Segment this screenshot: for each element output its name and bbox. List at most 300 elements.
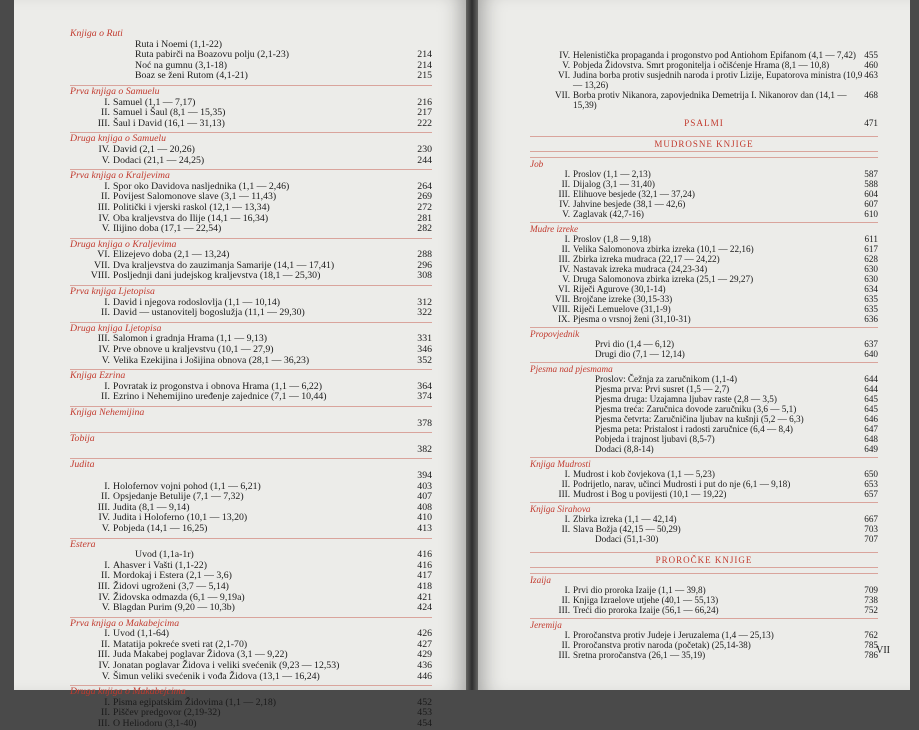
toc-entry — [70, 392, 432, 403]
entry-page: 322 — [417, 307, 432, 319]
entry-title: Pjesma o vrsnoj ženi (31,10-31) — [573, 314, 691, 324]
section-heading: Jeremija — [530, 618, 878, 630]
entry-number: I. — [104, 180, 110, 192]
entry-title: Oba kraljevstva do Ilije (14,1 — 16,34) — [113, 212, 269, 224]
entry-page: 288 — [417, 249, 432, 261]
entry-title: Pjesma treća: Zaručnica dovode zaručniku (3,6 — 5,1) — [595, 404, 797, 414]
entry-page: 604 — [864, 189, 878, 199]
toc-entry — [70, 524, 432, 535]
entry-title — [113, 418, 135, 429]
entry-number: II. — [101, 638, 110, 650]
toc-entry — [530, 605, 878, 615]
entry-title: Ruta i Noemi (1,1-22) — [135, 38, 223, 50]
section-heading: Knjiga Mudrosti — [530, 457, 878, 469]
entry-number: III. — [558, 254, 570, 264]
entry-number: V. — [562, 274, 570, 284]
entry-title: Jahvine besjede (38,1 — 42,6) — [573, 199, 686, 209]
entry-title: Pjesma druga: Uzajamna ljubav raste (2,8 — 3,5) — [595, 394, 777, 404]
toc-entry — [530, 179, 878, 189]
entry-number: I. — [104, 628, 110, 640]
entry-page: 346 — [417, 344, 432, 356]
entry-title: Ezrino i Nehemijino uređenje zajednice (7,1 — 10,44) — [113, 391, 327, 403]
page-number: VII — [876, 645, 890, 656]
toc-entry — [530, 534, 878, 544]
entry-page: 296 — [417, 259, 432, 271]
entry-number: IV. — [559, 264, 570, 274]
entry-number: V. — [562, 60, 570, 70]
entry-title: David i njegova rodoslovlja (1,1 — 10,14) — [113, 296, 281, 308]
entry-number: III. — [97, 580, 110, 592]
toc-entry — [530, 585, 878, 595]
entry-page: 352 — [417, 354, 432, 366]
toc-entry — [530, 384, 878, 394]
entry-number: I. — [564, 234, 570, 244]
section-heading: Prva knjiga Ljetopisa — [70, 285, 432, 298]
entry-title: Pobjeda (14,1 — 16,25) — [113, 522, 208, 534]
entry-page: 216 — [417, 96, 432, 108]
toc-entry — [530, 404, 878, 414]
entry-number: VII. — [554, 90, 570, 100]
entry-title: Pjesma peta: Pristalost i radosti zaručnice (6,4 — 8,4) — [595, 424, 793, 434]
entry-page: 468 — [864, 90, 878, 100]
entry-number: II. — [561, 179, 570, 189]
entry-page: 264 — [417, 180, 432, 192]
entry-number: I. — [104, 380, 110, 392]
toc-entry — [530, 434, 878, 444]
toc-entry — [530, 70, 878, 90]
part-heading: MUDROSNE KNJIGE — [530, 136, 878, 152]
entry-title: Jonatan poglavar Židova i veliki svećenik (9,23 — 12,53) — [113, 660, 340, 672]
toc-entry — [70, 445, 432, 456]
entry-title: Zbirka izreka mudraca (22,17 — 24,22) — [573, 254, 720, 264]
toc-entry — [530, 90, 878, 110]
entry-number: I. — [564, 169, 570, 179]
entry-title — [113, 444, 135, 455]
toc-entry — [70, 719, 432, 730]
entry-title: Šaul i David (16,1 — 31,13) — [113, 117, 225, 129]
entry-number: IV. — [98, 591, 110, 603]
entry-page: 635 — [864, 304, 878, 314]
entry-number: IV. — [98, 143, 110, 155]
entry-title: Posljednji dani judejskog kraljevstva (18,1 — 25,30) — [113, 270, 321, 282]
entry-page: 454 — [417, 718, 432, 730]
toc-entry — [70, 603, 432, 614]
entry-page: 269 — [417, 191, 432, 203]
entry-page: 707 — [864, 534, 878, 544]
entry-title: Dodaci (8,8-14) — [595, 444, 654, 454]
entry-title: Prve obnove u kraljevstvu (10,1 — 27,9) — [113, 344, 274, 356]
toc-entry — [530, 524, 878, 534]
toc-entry — [70, 224, 432, 235]
toc-entry — [530, 374, 878, 384]
entry-title: Povijest Salomonove slave (3,1 — 11,43) — [113, 191, 277, 203]
entry-title: Boaz se ženi Rutom (4,1-21) — [135, 70, 248, 82]
entry-number: III. — [558, 189, 570, 199]
entry-title: Borba protiv Nikanora, zapovjednika Demetrija I. Nikanorov dan (14,1 — 15,39) — [573, 90, 847, 110]
entry-title: Nastavak izreka mudraca (24,23-34) — [573, 264, 708, 274]
entry-number: I. — [104, 559, 110, 571]
right-page — [478, 0, 910, 690]
entry-title: Pisma egipatskim Židovima (1,1 — 2,18) — [113, 696, 276, 708]
entry-number: IV. — [98, 344, 110, 356]
entry-title: Noć na gumnu (3,1-18) — [135, 59, 227, 71]
section-heading: Prva knjiga o Samuelu — [70, 85, 432, 98]
entry-number: II. — [101, 191, 110, 203]
section-heading: Knjiga Sirahova — [530, 502, 878, 514]
entry-title: Uvod (1,1-64) — [113, 628, 170, 640]
entry-page: 610 — [864, 209, 878, 219]
entry-title: Riječi Lemuelove (31,1-9) — [573, 304, 671, 314]
toc-entry — [530, 514, 878, 524]
entry-page: 645 — [864, 404, 878, 414]
toc-entry — [530, 264, 878, 274]
entry-title: Proročanstva protiv naroda (početak) (25,14-38) — [573, 640, 751, 650]
entry-title: Drugi dio (7,1 — 12,14) — [595, 349, 685, 359]
toc-entry — [530, 304, 878, 314]
entry-title: Židovska odmazda (6,1 — 9,19a) — [113, 591, 245, 603]
entry-page: 408 — [417, 501, 432, 513]
entry-page: 427 — [417, 638, 432, 650]
entry-title: Blagdan Purim (9,20 — 10,3b) — [113, 602, 235, 614]
entry-number: II. — [561, 524, 570, 534]
toc-entry — [530, 169, 878, 179]
entry-number: II. — [101, 391, 110, 403]
entry-number: VI. — [97, 249, 110, 261]
entry-page: 640 — [864, 349, 878, 359]
entry-number: II. — [101, 707, 110, 719]
entry-number: VIII. — [90, 270, 110, 282]
entry-page: 308 — [417, 270, 432, 282]
entry-title: David — ustanovitelj bogoslužja (11,1 — 29,30) — [113, 307, 305, 319]
psalmi-page: 471 — [864, 118, 878, 128]
entry-title: Spor oko Davidova nasljednika (1,1 — 2,46) — [113, 180, 290, 192]
entry-title — [113, 470, 135, 481]
section-heading: Mudre izreke — [530, 222, 878, 234]
toc-entry — [530, 339, 878, 349]
entry-title: Piščev predgovor (2,19-32) — [113, 707, 221, 719]
toc-entry — [70, 271, 432, 282]
entry-page: 214 — [417, 59, 432, 71]
entry-title: Proslov (1,8 — 9,18) — [573, 234, 651, 244]
entry-title: Elizejevo doba (2,1 — 13,24) — [113, 249, 230, 261]
entry-number: II. — [561, 595, 570, 605]
toc-entry — [70, 308, 432, 319]
entry-page: 460 — [864, 60, 878, 70]
entry-number: II. — [561, 244, 570, 254]
entry-page: 222 — [417, 117, 432, 129]
entry-page: 214 — [417, 49, 432, 61]
toc-entry — [70, 71, 432, 82]
entry-number: II. — [561, 640, 570, 650]
toc-entry — [530, 424, 878, 434]
section-heading: Judita — [70, 458, 432, 471]
toc-entry — [70, 419, 432, 430]
part-heading: PROROČKE KNJIGE — [530, 552, 878, 568]
entry-page: 463 — [864, 70, 878, 80]
section-heading: Prva knjiga o Kraljevima — [70, 169, 432, 182]
entry-page: 312 — [417, 296, 432, 308]
entry-title: Mudrost i Bog u povijesti (10,1 — 19,22) — [573, 489, 727, 499]
entry-title: Opsjedanje Betulije (7,1 — 7,32) — [113, 491, 244, 503]
entry-page: 648 — [864, 434, 878, 444]
entry-title: Dijalog (3,1 — 31,40) — [573, 179, 655, 189]
entry-title: Helenistička propaganda i progonstvo pod Antiohom Epifanom (4,1 — 7,42) — [573, 50, 856, 60]
toc-entry — [70, 119, 432, 130]
entry-number: V. — [101, 223, 110, 235]
entry-title: Slava Božja (42,15 — 50,29) — [573, 524, 681, 534]
entry-page: 587 — [864, 169, 878, 179]
entry-number: II. — [101, 491, 110, 503]
section-heading: Druga knjiga o Makabejcima — [70, 685, 432, 698]
section-heading: Druga knjiga o Samuelu — [70, 132, 432, 145]
toc-entry — [530, 234, 878, 244]
entry-page: 410 — [417, 512, 432, 524]
entry-title: Dodaci (51,1-30) — [595, 534, 659, 544]
toc-entry — [530, 489, 878, 499]
entry-title: Samuel (1,1 — 7,17) — [113, 96, 196, 108]
entry-page: 738 — [864, 595, 878, 605]
entry-page: 637 — [864, 339, 878, 349]
section-heading: Druga knjiga Ljetopisa — [70, 322, 432, 335]
entry-title: Treći dio proroka Izaije (56,1 — 66,24) — [573, 605, 719, 615]
entry-page: 453 — [417, 707, 432, 719]
entry-page: 417 — [417, 570, 432, 582]
entry-title: Ilijino doba (17,1 — 22,54) — [113, 223, 222, 235]
entry-title: Salomon i gradnja Hrama (1,1 — 9,13) — [113, 333, 267, 345]
entry-title: Ruta pabirči na Boazovu polju (2,1-23) — [135, 49, 289, 61]
entry-page: 272 — [417, 201, 432, 213]
entry-page: 635 — [864, 294, 878, 304]
entry-page: 215 — [417, 70, 432, 82]
section-heading: Tobija — [70, 432, 432, 445]
toc-entry — [530, 284, 878, 294]
entry-title: Holofernov vojni pohod (1,1 — 6,21) — [113, 480, 261, 492]
entry-page: 588 — [864, 179, 878, 189]
entry-page: 446 — [417, 670, 432, 682]
entry-page: 429 — [417, 649, 432, 661]
entry-page: 649 — [864, 444, 878, 454]
section-heading: Prva knjiga o Makabejcima — [70, 617, 432, 630]
entry-title: Velika Salomonova zbirka izreka (10,1 — 22,16) — [573, 244, 754, 254]
entry-number: IV. — [559, 50, 570, 60]
entry-page: 607 — [864, 199, 878, 209]
entry-page: 611 — [864, 234, 878, 244]
entry-title: Povratak iz progonstva i obnova Hrama (1,1 — 6,22) — [113, 380, 322, 392]
entry-title: Dva kraljevstva do zauzimanja Samarije (14,1 — 17,41) — [113, 259, 335, 271]
toc-entry — [530, 254, 878, 264]
toc-entry — [530, 274, 878, 284]
section-heading: Izaija — [530, 573, 878, 585]
entry-number: I. — [564, 514, 570, 524]
entry-title: Ahasver i Vašti (1,1-22) — [113, 559, 207, 571]
entry-page: 617 — [864, 244, 878, 254]
entry-number: V. — [101, 154, 110, 166]
left-toc — [70, 28, 432, 730]
entry-page: 281 — [417, 212, 432, 224]
entry-page: 644 — [864, 384, 878, 394]
entry-page: 382 — [417, 443, 432, 455]
entry-page: 762 — [864, 630, 878, 640]
entry-title: Prvi dio (1,4 — 6,12) — [595, 339, 675, 349]
section-heading: Pjesma nad pjesmama — [530, 362, 878, 374]
entry-page: 752 — [864, 605, 878, 615]
entry-number: I. — [564, 630, 570, 640]
toc-entry — [530, 209, 878, 219]
toc-entry — [530, 349, 878, 359]
entry-page: 424 — [417, 602, 432, 614]
toc-entry — [530, 394, 878, 404]
toc-entry — [530, 469, 878, 479]
entry-title: Uvod (1,1a-1r) — [135, 549, 194, 561]
entry-title: Zbirka izreka (1,1 — 42,14) — [573, 514, 677, 524]
toc-entry — [530, 50, 878, 60]
entry-title: David (2,1 — 20,26) — [113, 143, 195, 155]
entry-title: Velika Ezekijina i Jošijina obnova (28,1 — 36,23) — [113, 354, 310, 366]
entry-page: 413 — [417, 522, 432, 534]
entry-page: 709 — [864, 585, 878, 595]
toc-entry — [530, 189, 878, 199]
entry-title: Pjesma prva: Prvi susret (1,5 — 2,7) — [595, 384, 730, 394]
entry-number: V. — [562, 209, 570, 219]
entry-number: VII. — [93, 259, 110, 271]
entry-title: Judina borba protiv susjednih naroda i protiv Lizije, Eupatorova ministra (10,9 — 13,26) — [573, 70, 863, 90]
entry-number: VI. — [558, 70, 570, 80]
entry-page: 646 — [864, 414, 878, 424]
entry-title: Proročanstva protiv Judeje i Jeruzalema (1,4 — 25,13) — [573, 630, 774, 640]
left-page — [14, 0, 466, 730]
entry-number: I. — [104, 696, 110, 708]
toc-entry — [530, 595, 878, 605]
entry-number: III. — [97, 333, 110, 345]
entry-title: Brojčane izreke (30,15-33) — [573, 294, 673, 304]
entry-page: 650 — [864, 469, 878, 479]
entry-number: II. — [101, 570, 110, 582]
entry-page: 667 — [864, 514, 878, 524]
toc-entry — [70, 156, 432, 167]
entry-page: 703 — [864, 524, 878, 534]
entry-title: Riječi Agurove (30,1-14) — [573, 284, 666, 294]
entry-number: I. — [564, 469, 570, 479]
toc-entry — [530, 630, 878, 640]
entry-title: Druga Salomonova zbirka izreka (25,1 — 29,27) — [573, 274, 754, 284]
entry-title: Mordokaj i Estera (2,1 — 3,6) — [113, 570, 232, 582]
entry-number: V. — [101, 522, 110, 534]
entry-number: VI. — [558, 284, 570, 294]
entry-page: 657 — [864, 489, 878, 499]
entry-number: II. — [101, 107, 110, 119]
section-heading: Estera — [70, 538, 432, 551]
entry-number: II. — [101, 307, 110, 319]
entry-number: I. — [564, 585, 570, 595]
entry-number: III. — [97, 501, 110, 513]
entry-title: O Heliodoru (3,1-40) — [113, 718, 197, 730]
entry-number: IV. — [559, 199, 570, 209]
entry-page: 394 — [417, 469, 432, 481]
entry-title: Proslov (1,1 — 2,13) — [573, 169, 651, 179]
entry-number: III. — [558, 489, 570, 499]
entry-number: V. — [101, 670, 110, 682]
entry-page: 786 — [864, 650, 878, 660]
entry-page: 407 — [417, 491, 432, 503]
entry-page: 378 — [417, 417, 432, 429]
toc-entry — [530, 479, 878, 489]
entry-number: III. — [97, 201, 110, 213]
entry-page: 418 — [417, 580, 432, 592]
entry-page: 634 — [864, 284, 878, 294]
section-heading: Druga knjiga o Kraljevima — [70, 238, 432, 251]
entry-title: Elihuove besjede (32,1 — 37,24) — [573, 189, 695, 199]
entry-page: 282 — [417, 223, 432, 235]
entry-title: Mudrost i kob čovjekova (1,1 — 5,23) — [573, 469, 715, 479]
entry-number: I. — [104, 296, 110, 308]
toc-entry — [530, 294, 878, 304]
toc-entry — [70, 356, 432, 367]
toc-entry — [530, 244, 878, 254]
entry-page: 364 — [417, 380, 432, 392]
entry-number: II. — [561, 479, 570, 489]
entry-title: Dodaci (21,1 — 24,25) — [113, 154, 205, 166]
section-heading: Knjiga Ezrina — [70, 369, 432, 382]
entry-title: Matatija pokreće sveti rat (2,1-70) — [113, 638, 248, 650]
toc-entry — [530, 414, 878, 424]
psalmi-entry — [530, 118, 878, 128]
entry-number: I. — [104, 480, 110, 492]
entry-title: Knjiga Izraelove utjehe (40,1 — 55,13) — [573, 595, 719, 605]
toc-entry — [530, 199, 878, 209]
entry-number: IV. — [98, 660, 110, 672]
entry-page: 630 — [864, 264, 878, 274]
entry-number: VII. — [554, 294, 570, 304]
section-heading: Knjiga Nehemijina — [70, 406, 432, 419]
toc-entry — [530, 650, 878, 660]
entry-page: 630 — [864, 274, 878, 284]
entry-page: 403 — [417, 480, 432, 492]
psalmi-label: PSALMI — [684, 118, 724, 128]
entry-title: Židovi ugroženi (3,7 — 5,14) — [113, 580, 229, 592]
entry-title: Judita (8,1 — 9,14) — [113, 501, 190, 513]
toc-entry — [530, 640, 878, 650]
entry-page: 230 — [417, 143, 432, 155]
toc-entry — [530, 444, 878, 454]
entry-page: 452 — [417, 696, 432, 708]
entry-number: V. — [101, 602, 110, 614]
entry-page: 244 — [417, 154, 432, 166]
entry-number: III. — [558, 650, 570, 660]
entry-title: Pobjeda Židovstva. Smrt progonitelja i očišćenje Hrama (8,1 — 10,8) — [573, 60, 830, 70]
entry-title: Samuel i Šaul (8,1 — 15,35) — [113, 107, 226, 119]
entry-page: 455 — [864, 50, 878, 60]
entry-number: VIII. — [551, 304, 570, 314]
entry-page: 217 — [417, 107, 432, 119]
entry-title: Sretna proročanstva (26,1 — 35,19) — [573, 650, 706, 660]
section-heading: Job — [530, 157, 878, 169]
entry-title: Pjesma četvrta: Zaručničina ljubav na kušnji (5,2 — 6,3) — [595, 414, 804, 424]
toc-entry — [70, 672, 432, 683]
entry-number: I. — [104, 96, 110, 108]
entry-number: III. — [97, 649, 110, 661]
entry-page: 653 — [864, 479, 878, 489]
entry-number: V. — [101, 354, 110, 366]
entry-title: Šimun veliki svećenik i vođa Židova (13,1 — 16,24) — [113, 670, 320, 682]
entry-page: 436 — [417, 660, 432, 672]
right-toc — [530, 50, 878, 660]
entry-number: III. — [558, 605, 570, 615]
entry-title: Podrijetlo, narav, učinci Mudrosti i put do nje (6,1 — 9,18) — [573, 479, 791, 489]
entry-page: 785 — [864, 640, 878, 650]
entry-page: 421 — [417, 591, 432, 603]
entry-page: 636 — [864, 314, 878, 324]
entry-number: III. — [97, 718, 110, 730]
